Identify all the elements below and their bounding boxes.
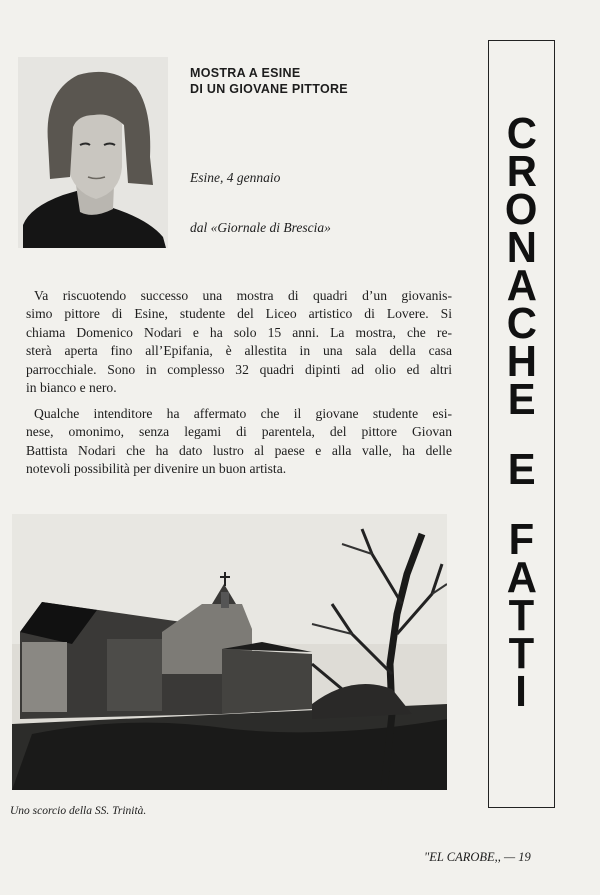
headline-line: MOSTRA A ESINE <box>190 66 301 80</box>
section-title-letter: T <box>508 629 535 678</box>
section-title-letter: F <box>508 515 535 564</box>
section-title-letter: C <box>506 109 537 158</box>
paragraph-line: Va riscuotendo successo una mostra di quadri d’un giovanis- <box>34 288 452 303</box>
section-title-letter: E <box>507 375 536 424</box>
section-title-letter: A <box>506 261 537 310</box>
section-title-letter: A <box>506 553 537 602</box>
section-title-letter: R <box>506 147 537 196</box>
article-paragraph-1 <box>26 287 452 397</box>
paragraph-line: Battista Nodari che ha dato lustro al paese e alla valle, ha delle <box>26 442 452 458</box>
painting-reproduction <box>12 514 447 790</box>
dateline: Esine, 4 gennaio <box>190 170 281 185</box>
section-title-word <box>504 109 538 424</box>
section-title-letter: H <box>506 337 537 386</box>
paragraph-line: sterà aperta fino all’Epifania, è allestita in una sala della casa <box>26 343 452 359</box>
portrait-photo <box>18 57 168 248</box>
image-caption: Uno scorcio della SS. Trinità. <box>10 805 147 817</box>
paragraph-line: notevoli possibilità per divenire un buon artista. <box>26 461 287 477</box>
section-title-letter: O <box>505 185 538 234</box>
section-title-letter: T <box>508 591 535 640</box>
paragraph-line: Qualche intenditore ha affermato che il giovane studente esi- <box>34 406 452 421</box>
source-attribution: dal «Giornale di Brescia» <box>190 220 331 235</box>
paragraph-line: nese, omonimo, senza legami di parentela, del pittore Giovan <box>26 424 452 440</box>
section-title-letter: I <box>515 667 528 716</box>
section-title-letter: C <box>506 299 537 348</box>
section-title-letter: E <box>507 445 536 494</box>
paragraph-line: chiama Domenico Nodari e ha solo 15 anni. La mostra, che re- <box>26 324 452 340</box>
section-title-vertical <box>488 109 555 716</box>
paragraph-line: parrocchiale. Sono in complesso 32 quadri dipinti ad olio ed altri <box>26 361 452 377</box>
headline-line: DI UN GIOVANE PITTORE <box>190 82 348 96</box>
section-title-word <box>507 445 536 494</box>
section-title-letter: N <box>506 223 537 272</box>
paragraph-line: in bianco e nero. <box>26 380 117 396</box>
article-headline <box>190 65 470 97</box>
article-paragraph-2 <box>26 405 452 479</box>
section-title-word <box>506 515 538 716</box>
page-footer: "EL CAROBE,, — 19 <box>424 850 531 864</box>
paragraph-line: simo pittore di Esine, studente del Liceo artistico di Lovere. Si <box>26 306 452 322</box>
